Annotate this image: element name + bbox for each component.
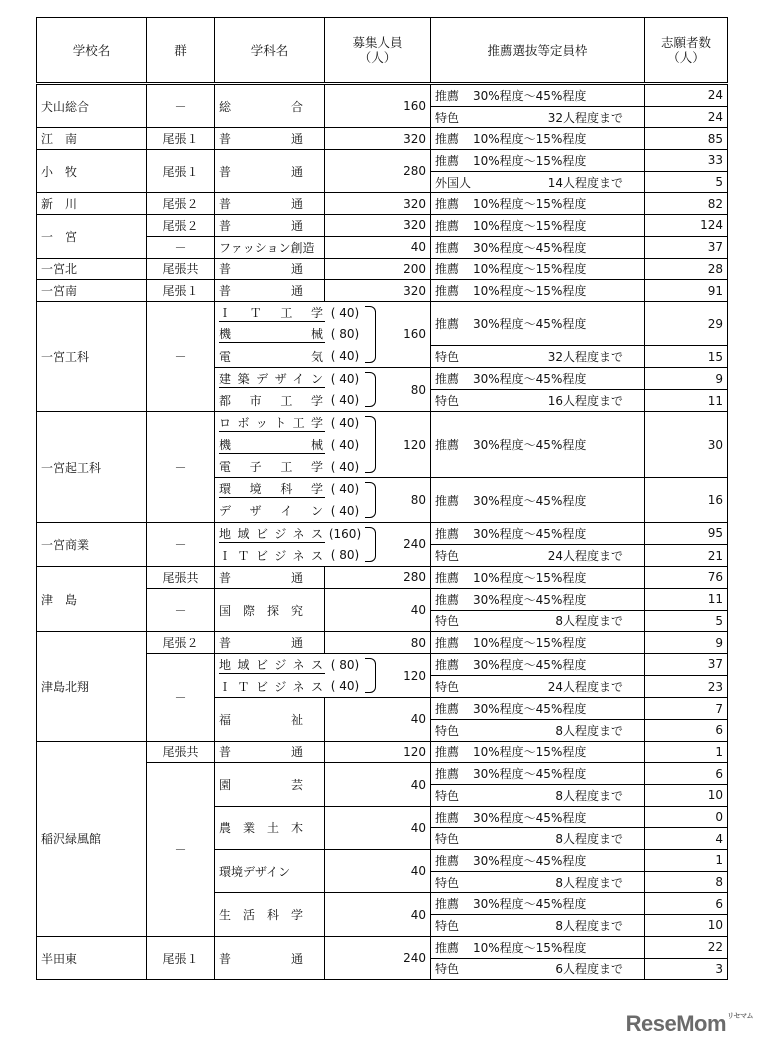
- selection-type: 推薦: [435, 745, 460, 760]
- department-name: 普 通: [215, 280, 325, 302]
- applicant-count: 16: [645, 478, 728, 522]
- selection-type: 推薦: [435, 317, 460, 332]
- selection-quota: 10%程度～15%程度: [473, 745, 587, 760]
- sub-department-name: 地域ビジネス: [219, 657, 323, 672]
- brace: [365, 372, 376, 407]
- sub-department-name: 機 械: [219, 437, 323, 452]
- sub-department-name: 環 境 科 学: [219, 482, 323, 497]
- sub-department-capacity: ( 40): [330, 416, 360, 431]
- sub-department: [219, 434, 365, 456]
- selection-cell: [431, 280, 645, 302]
- selection-quota: 10%程度～15%程度: [473, 570, 587, 585]
- selection-cell: [431, 478, 645, 522]
- table-row: [37, 280, 728, 302]
- table-row: [37, 741, 728, 763]
- selection-type: 特色: [435, 350, 460, 365]
- selection-quota: 30%程度～45%程度: [473, 438, 587, 453]
- department-name: 普 通: [215, 741, 325, 763]
- group-cell: 尾張１: [147, 150, 215, 193]
- department-name: 国 際 探 究: [215, 588, 325, 631]
- group-cell: 尾張１: [147, 128, 215, 150]
- sub-department-capacity: ( 40): [330, 437, 360, 452]
- selection-type: 推薦: [435, 197, 460, 212]
- applicant-count: 4: [645, 828, 728, 850]
- sub-department-capacity: ( 40): [330, 679, 360, 694]
- selection-type: 推薦: [435, 153, 460, 168]
- group-cell: －: [147, 236, 215, 258]
- selection-type: 特色: [435, 832, 460, 847]
- school-name: 江 南: [37, 128, 147, 150]
- table-row: [37, 128, 728, 150]
- applicant-count: 82: [645, 193, 728, 215]
- department-name: ファッション創造: [215, 236, 325, 258]
- capacity-value: 40: [325, 698, 431, 741]
- department-name: 普 通: [215, 150, 325, 193]
- selection-cell: [431, 653, 645, 675]
- selection-quota: 10%程度～15%程度: [473, 218, 587, 233]
- department-name: 普 通: [215, 258, 325, 280]
- department-name: 普 通: [215, 215, 325, 237]
- sub-department: [219, 544, 365, 566]
- selection-cell: [431, 588, 645, 610]
- applicant-count: 124: [645, 215, 728, 237]
- selection-quota: 32人程度まで: [547, 350, 623, 365]
- selection-quota: 8人程度まで: [555, 614, 623, 629]
- brace: [365, 482, 376, 517]
- selection-type: 推薦: [435, 592, 460, 607]
- applicant-count: 29: [645, 301, 728, 345]
- selection-cell: [431, 390, 645, 412]
- department-name: 普 通: [215, 632, 325, 654]
- sub-department-name: ＩＴビジネス: [219, 679, 323, 694]
- sub-department-name: 建築デザイン: [219, 371, 323, 386]
- selection-type: 外国人: [435, 175, 472, 190]
- sub-department-name: 電 気: [219, 349, 323, 364]
- capacity-value: 40: [325, 236, 431, 258]
- selection-quota: 30%程度～45%程度: [473, 88, 587, 103]
- selection-cell: [431, 632, 645, 654]
- table-row: [37, 193, 728, 215]
- sub-department-capacity: ( 80): [330, 327, 360, 342]
- group-capacity-total: 120: [403, 437, 426, 452]
- selection-quota: 30%程度～45%程度: [473, 317, 587, 332]
- department-name: 普 通: [215, 936, 325, 979]
- selection-cell: [431, 763, 645, 785]
- selection-type: 推薦: [435, 570, 460, 585]
- capacity-value: 280: [325, 567, 431, 589]
- sub-department-capacity: (160): [328, 526, 362, 541]
- selection-type: 推薦: [435, 636, 460, 651]
- capacity-value: 40: [325, 806, 431, 849]
- school-name: 一宮商業: [37, 522, 147, 566]
- department-name: 環境デザイン: [215, 850, 325, 893]
- department-name: 園 芸: [215, 763, 325, 806]
- selection-type: 推薦: [435, 940, 460, 955]
- sub-department-name: デ ザ イ ン: [219, 504, 323, 519]
- selection-type: 推薦: [435, 262, 460, 277]
- selection-type: 特色: [435, 549, 460, 564]
- selection-quota: 10%程度～15%程度: [473, 284, 587, 299]
- selection-cell: [431, 412, 645, 478]
- department-name: 普 通: [215, 128, 325, 150]
- selection-type: 推薦: [435, 767, 460, 782]
- selection-cell: [431, 893, 645, 915]
- resemom-logo: ReseMom$^{リセマム}$: [625, 1011, 753, 1036]
- department-cell-grouped: [215, 412, 431, 478]
- selection-cell: [431, 128, 645, 150]
- selection-cell: [431, 698, 645, 720]
- selection-cell: [431, 522, 645, 544]
- school-name: 一宮工科: [37, 301, 147, 411]
- capacity-value: 40: [325, 763, 431, 806]
- school-name: 津島北翔: [37, 632, 147, 741]
- applicant-count: 8: [645, 871, 728, 893]
- selection-quota: 30%程度～45%程度: [473, 767, 587, 782]
- selection-type: 推薦: [435, 526, 460, 541]
- selection-cell: [431, 785, 645, 807]
- capacity-value: 320: [325, 193, 431, 215]
- department-cell-grouped: [215, 301, 431, 367]
- table-row: [37, 632, 728, 654]
- department-name: 普 通: [215, 567, 325, 589]
- selection-quota: 32人程度まで: [547, 110, 623, 125]
- selection-quota: 30%程度～45%程度: [473, 526, 587, 541]
- selection-type: 推薦: [435, 493, 460, 508]
- selection-cell: [431, 828, 645, 850]
- selection-cell: [431, 915, 645, 937]
- group-cell: －: [147, 588, 215, 631]
- applicant-count: 37: [645, 653, 728, 675]
- capacity-value: 40: [325, 588, 431, 631]
- applicant-count: 0: [645, 806, 728, 828]
- group-cell: 尾張１: [147, 936, 215, 979]
- department-name: 農 業 土 木: [215, 806, 325, 849]
- selection-quota: 30%程度～45%程度: [473, 592, 587, 607]
- sub-department: [219, 302, 365, 324]
- sub-department: [219, 456, 365, 478]
- school-name: 一宮北: [37, 258, 147, 280]
- applicant-count: 23: [645, 676, 728, 698]
- applicant-count: 11: [645, 588, 728, 610]
- sub-department-name: 電 子 工 学: [219, 460, 323, 475]
- selection-quota: 14人程度まで: [547, 175, 623, 190]
- applicant-count: 37: [645, 236, 728, 258]
- applicant-count: 6: [645, 893, 728, 915]
- sub-department: [219, 500, 365, 522]
- table-row: [37, 150, 728, 172]
- group-cell: －: [147, 84, 215, 128]
- selection-quota: 6人程度まで: [555, 962, 623, 977]
- sub-department-name: ＩＴビジネス: [219, 548, 323, 563]
- group-cell: 尾張共: [147, 258, 215, 280]
- school-name: 一 宮: [37, 215, 147, 258]
- selection-type: 推薦: [435, 88, 460, 103]
- applicant-count: 85: [645, 128, 728, 150]
- sub-department-capacity: ( 80): [330, 548, 360, 563]
- selection-cell: [431, 610, 645, 632]
- selection-quota: 30%程度～45%程度: [473, 372, 587, 387]
- sub-department: [219, 676, 365, 698]
- sub-department-capacity: ( 40): [330, 305, 360, 320]
- selection-type: 特色: [435, 875, 460, 890]
- sub-department: [219, 345, 365, 367]
- selection-cell: [431, 171, 645, 193]
- selection-quota: 10%程度～15%程度: [473, 940, 587, 955]
- selection-type: 特色: [435, 394, 460, 409]
- applicant-count: 95: [645, 522, 728, 544]
- capacity-value: 280: [325, 150, 431, 193]
- group-cell: 尾張２: [147, 215, 215, 237]
- department-name: 福 祉: [215, 698, 325, 741]
- school-name: 犬山総合: [37, 84, 147, 128]
- table-row: [37, 522, 728, 544]
- school-name: 一宮南: [37, 280, 147, 302]
- selection-type: 推薦: [435, 810, 460, 825]
- applicant-count: 21: [645, 544, 728, 566]
- selection-quota: 24人程度まで: [547, 549, 623, 564]
- capacity-value: 320: [325, 215, 431, 237]
- applicant-count: 6: [645, 763, 728, 785]
- header-group: 群: [147, 18, 215, 84]
- capacity-value: 120: [325, 741, 431, 763]
- selection-quota: 8人程度まで: [555, 875, 623, 890]
- capacity-value: 40: [325, 893, 431, 936]
- group-cell: 尾張共: [147, 567, 215, 589]
- applicant-count: 9: [645, 367, 728, 389]
- selection-type: 特色: [435, 614, 460, 629]
- group-cell: －: [147, 412, 215, 522]
- header-capacity: 募集人員 （人）: [325, 18, 431, 84]
- selection-cell: [431, 544, 645, 566]
- group-capacity-total: 240: [403, 537, 426, 552]
- department-name: 総 合: [215, 84, 325, 128]
- group-cell: 尾張２: [147, 193, 215, 215]
- sub-department-name: ロボット工学: [219, 416, 323, 431]
- selection-cell: [431, 806, 645, 828]
- selection-type: 推薦: [435, 657, 460, 672]
- applicant-table: [36, 17, 728, 980]
- selection-quota: 24人程度まで: [547, 680, 623, 695]
- brace: [365, 306, 376, 363]
- applicant-count: 22: [645, 936, 728, 958]
- applicant-count: 10: [645, 785, 728, 807]
- group-cell: －: [147, 763, 215, 937]
- applicant-count: 15: [645, 346, 728, 368]
- sub-department: [219, 412, 365, 434]
- sub-department: [219, 654, 365, 676]
- applicant-count: 24: [645, 106, 728, 128]
- brace: [365, 658, 376, 693]
- selection-cell: [431, 719, 645, 741]
- sub-department: [219, 478, 365, 500]
- selection-type: 推薦: [435, 702, 460, 717]
- selection-quota: 8人程度まで: [555, 788, 623, 803]
- selection-quota: 8人程度まで: [555, 723, 623, 738]
- group-cell: 尾張１: [147, 280, 215, 302]
- capacity-value: 320: [325, 128, 431, 150]
- selection-quota: 10%程度～15%程度: [473, 153, 587, 168]
- selection-quota: 10%程度～15%程度: [473, 636, 587, 651]
- applicant-count: 3: [645, 958, 728, 980]
- selection-type: 推薦: [435, 132, 460, 147]
- selection-quota: 10%程度～15%程度: [473, 132, 587, 147]
- capacity-value: 240: [325, 936, 431, 979]
- sub-department-capacity: ( 40): [330, 482, 360, 497]
- brace: [365, 416, 376, 473]
- school-name: 小 牧: [37, 150, 147, 193]
- school-name: 稲沢緑風館: [37, 741, 147, 936]
- group-cell: 尾張２: [147, 632, 215, 654]
- selection-quota: 30%程度～45%程度: [473, 240, 587, 255]
- applicant-count: 10: [645, 915, 728, 937]
- school-name: 津 島: [37, 567, 147, 632]
- selection-type: 特色: [435, 110, 460, 125]
- group-cell: －: [147, 522, 215, 566]
- applicant-count: 5: [645, 610, 728, 632]
- selection-quota: 30%程度～45%程度: [473, 657, 587, 672]
- capacity-value: 320: [325, 280, 431, 302]
- group-capacity-total: 80: [410, 493, 426, 508]
- capacity-value: 80: [325, 632, 431, 654]
- applicant-count: 1: [645, 850, 728, 872]
- department-cell-grouped: [215, 478, 431, 522]
- selection-quota: 8人程度まで: [555, 918, 623, 933]
- selection-quota: 8人程度まで: [555, 832, 623, 847]
- sub-department: [219, 390, 365, 412]
- selection-cell: [431, 215, 645, 237]
- applicant-count: 33: [645, 150, 728, 172]
- selection-cell: [431, 936, 645, 958]
- applicant-count: 5: [645, 171, 728, 193]
- selection-quota: 10%程度～15%程度: [473, 197, 587, 212]
- school-name: 半田東: [37, 936, 147, 979]
- sub-department-capacity: ( 40): [330, 349, 360, 364]
- selection-type: 推薦: [435, 372, 460, 387]
- sub-department-name: 機 械: [219, 327, 323, 342]
- selection-type: 推薦: [435, 438, 460, 453]
- selection-type: 特色: [435, 962, 460, 977]
- sub-department-capacity: ( 80): [330, 657, 360, 672]
- selection-cell: [431, 741, 645, 763]
- selection-type: 特色: [435, 918, 460, 933]
- applicant-count: 28: [645, 258, 728, 280]
- sub-department: [219, 368, 365, 390]
- sub-department-capacity: ( 40): [330, 503, 360, 518]
- table-row: [37, 567, 728, 589]
- selection-cell: [431, 346, 645, 368]
- selection-quota: 30%程度～45%程度: [473, 810, 587, 825]
- applicant-count: 9: [645, 632, 728, 654]
- table-row: [37, 215, 728, 237]
- applicant-count: 24: [645, 84, 728, 107]
- selection-quota: 30%程度～45%程度: [473, 493, 587, 508]
- capacity-value: 40: [325, 850, 431, 893]
- department-cell-grouped: [215, 522, 431, 566]
- sub-department-capacity: ( 40): [330, 371, 360, 386]
- school-name: 新 川: [37, 193, 147, 215]
- applicant-count: 1: [645, 741, 728, 763]
- applicant-count: 91: [645, 280, 728, 302]
- selection-type: 特色: [435, 723, 460, 738]
- selection-type: 推薦: [435, 897, 460, 912]
- sub-department-name: Ｉ Ｔ 工 学: [219, 305, 323, 320]
- selection-cell: [431, 958, 645, 980]
- selection-quota: 16人程度まで: [547, 394, 623, 409]
- selection-quota: 10%程度～15%程度: [473, 262, 587, 277]
- selection-type: 推薦: [435, 240, 460, 255]
- applicant-count: 30: [645, 412, 728, 478]
- applicant-count: 11: [645, 390, 728, 412]
- table-row: [37, 936, 728, 958]
- group-cell: －: [147, 653, 215, 741]
- selection-cell: [431, 301, 645, 345]
- applicant-count: 6: [645, 719, 728, 741]
- sub-department-name: 地域ビジネス: [219, 526, 323, 541]
- selection-quota: 30%程度～45%程度: [473, 702, 587, 717]
- sub-department-name: 都 市 工 学: [219, 393, 323, 408]
- selection-cell: [431, 258, 645, 280]
- sub-department: [219, 523, 365, 545]
- selection-quota: 30%程度～45%程度: [473, 853, 587, 868]
- group-capacity-total: 80: [410, 382, 426, 397]
- selection-type: 推薦: [435, 218, 460, 233]
- department-cell-grouped: [215, 367, 431, 411]
- applicant-count: 76: [645, 567, 728, 589]
- group-capacity-total: 160: [403, 327, 426, 342]
- selection-cell: [431, 567, 645, 589]
- selection-cell: [431, 193, 645, 215]
- department-name: 普 通: [215, 193, 325, 215]
- selection-cell: [431, 106, 645, 128]
- capacity-value: 200: [325, 258, 431, 280]
- group-cell: 尾張共: [147, 741, 215, 763]
- department-name: 生 活 科 学: [215, 893, 325, 936]
- department-cell-grouped: [215, 653, 431, 697]
- header-selection: 推薦選抜等定員枠: [431, 18, 645, 84]
- table-row: [37, 84, 728, 107]
- table-row: [37, 258, 728, 280]
- group-capacity-total: 120: [403, 668, 426, 683]
- selection-type: 特色: [435, 788, 460, 803]
- selection-type: 特色: [435, 680, 460, 695]
- header-dept: 学科名: [215, 18, 325, 84]
- capacity-value: 160: [325, 84, 431, 128]
- selection-cell: [431, 676, 645, 698]
- group-cell: －: [147, 301, 215, 411]
- selection-cell: [431, 367, 645, 389]
- sub-department-capacity: ( 40): [330, 393, 360, 408]
- applicant-count: 7: [645, 698, 728, 720]
- sub-department: [219, 324, 365, 346]
- selection-type: 推薦: [435, 284, 460, 299]
- selection-type: 推薦: [435, 853, 460, 868]
- selection-cell: [431, 150, 645, 172]
- sub-department-capacity: ( 40): [330, 459, 360, 474]
- selection-cell: [431, 84, 645, 107]
- header-applicants: 志願者数 （人）: [645, 18, 728, 84]
- brace: [365, 527, 376, 562]
- selection-cell: [431, 850, 645, 872]
- selection-cell: [431, 871, 645, 893]
- selection-cell: [431, 236, 645, 258]
- school-name: 一宮起工科: [37, 412, 147, 522]
- selection-quota: 30%程度～45%程度: [473, 897, 587, 912]
- header-school: 学校名: [37, 18, 147, 84]
